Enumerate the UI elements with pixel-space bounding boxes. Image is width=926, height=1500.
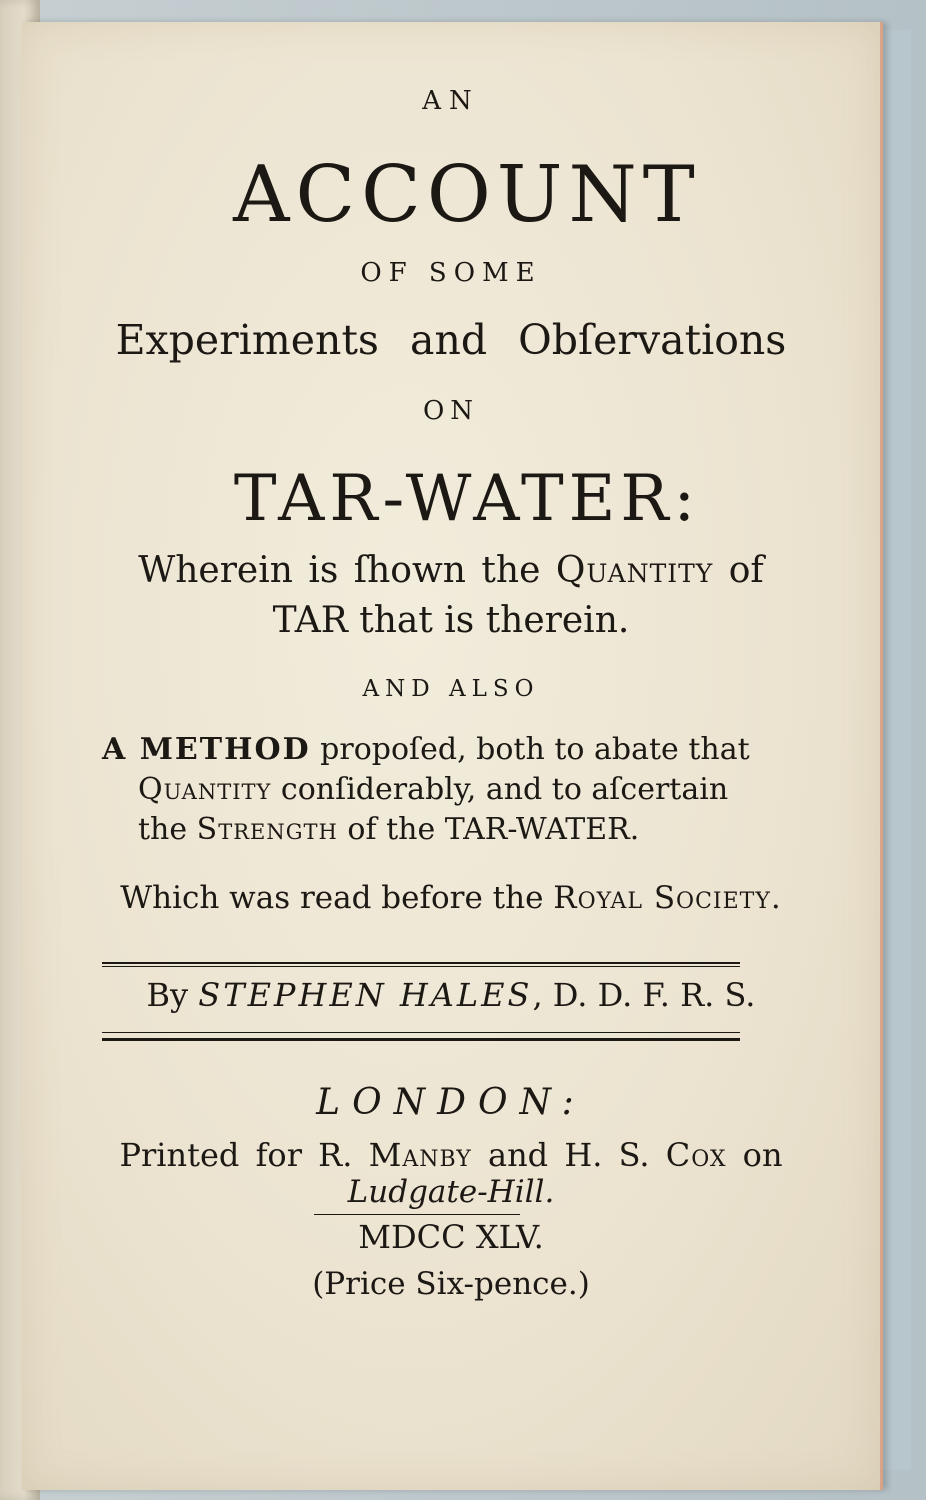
subtitle-tar-that: TAR that is therein. bbox=[272, 600, 630, 641]
title-experiments: Experiments and Obſervations bbox=[115, 316, 787, 364]
rule-bottom-thick bbox=[102, 1038, 740, 1041]
title-an: AN bbox=[422, 86, 480, 116]
title-page bbox=[22, 22, 883, 1490]
method-text: propoſed, both to abate that bbox=[310, 732, 750, 767]
title-account: ACCOUNT bbox=[233, 150, 701, 240]
subtitle-wherein bbox=[22, 550, 880, 591]
printer-cox: Cox bbox=[665, 1136, 727, 1174]
subtitle-of: of bbox=[713, 550, 764, 591]
imprint-printed-for bbox=[22, 1136, 880, 1174]
imprint-year: MDCC XLV. bbox=[358, 1218, 544, 1256]
title-tar-water: TAR-WATER: bbox=[233, 462, 701, 536]
read-before-text: Which was read before the bbox=[120, 880, 554, 916]
strength-of-the: of the TAR-WATER. bbox=[337, 812, 640, 847]
rule-top-thick bbox=[102, 962, 740, 964]
subtitle-wherein-text: Wherein is ſhown the bbox=[138, 550, 556, 591]
rule-year bbox=[314, 1214, 520, 1215]
printer-manby: Manby bbox=[368, 1136, 472, 1174]
printed-text-a: Printed for R. bbox=[119, 1136, 369, 1174]
and-also: AND ALSO bbox=[362, 676, 540, 702]
strength-line bbox=[138, 812, 858, 847]
imprint-ludgate-hill: Ludgate-Hill. bbox=[347, 1174, 555, 1210]
rule-bottom-thin bbox=[102, 1032, 740, 1033]
method-word: A METHOD bbox=[102, 732, 311, 767]
printed-text-c: on bbox=[726, 1136, 783, 1174]
royal-society: Royal Society. bbox=[553, 880, 782, 916]
imprint-london: LONDON: bbox=[316, 1082, 586, 1123]
method-line bbox=[102, 732, 822, 767]
imprint-price: (Price Six-pence.) bbox=[312, 1266, 590, 1302]
author-name: STEPHEN HALES bbox=[198, 976, 533, 1014]
subtitle-quantity: Quantity bbox=[555, 550, 714, 591]
author-degrees: , D. D. F. R. S. bbox=[532, 976, 756, 1014]
strength-the: the bbox=[138, 812, 197, 847]
read-before-line bbox=[22, 880, 880, 916]
title-of-some: OF SOME bbox=[360, 258, 542, 288]
quantity-word: Quantity bbox=[138, 772, 272, 807]
considerably-text: conſiderably, and to aſcertain bbox=[271, 772, 729, 807]
title-on: ON bbox=[422, 396, 480, 426]
quantity-line bbox=[138, 772, 858, 807]
rule-top-thin bbox=[102, 966, 740, 967]
by-text: By bbox=[146, 976, 199, 1014]
author-line bbox=[22, 976, 880, 1014]
printed-text-b: and H. S. bbox=[471, 1136, 666, 1174]
strength-word: Strength bbox=[196, 812, 338, 847]
